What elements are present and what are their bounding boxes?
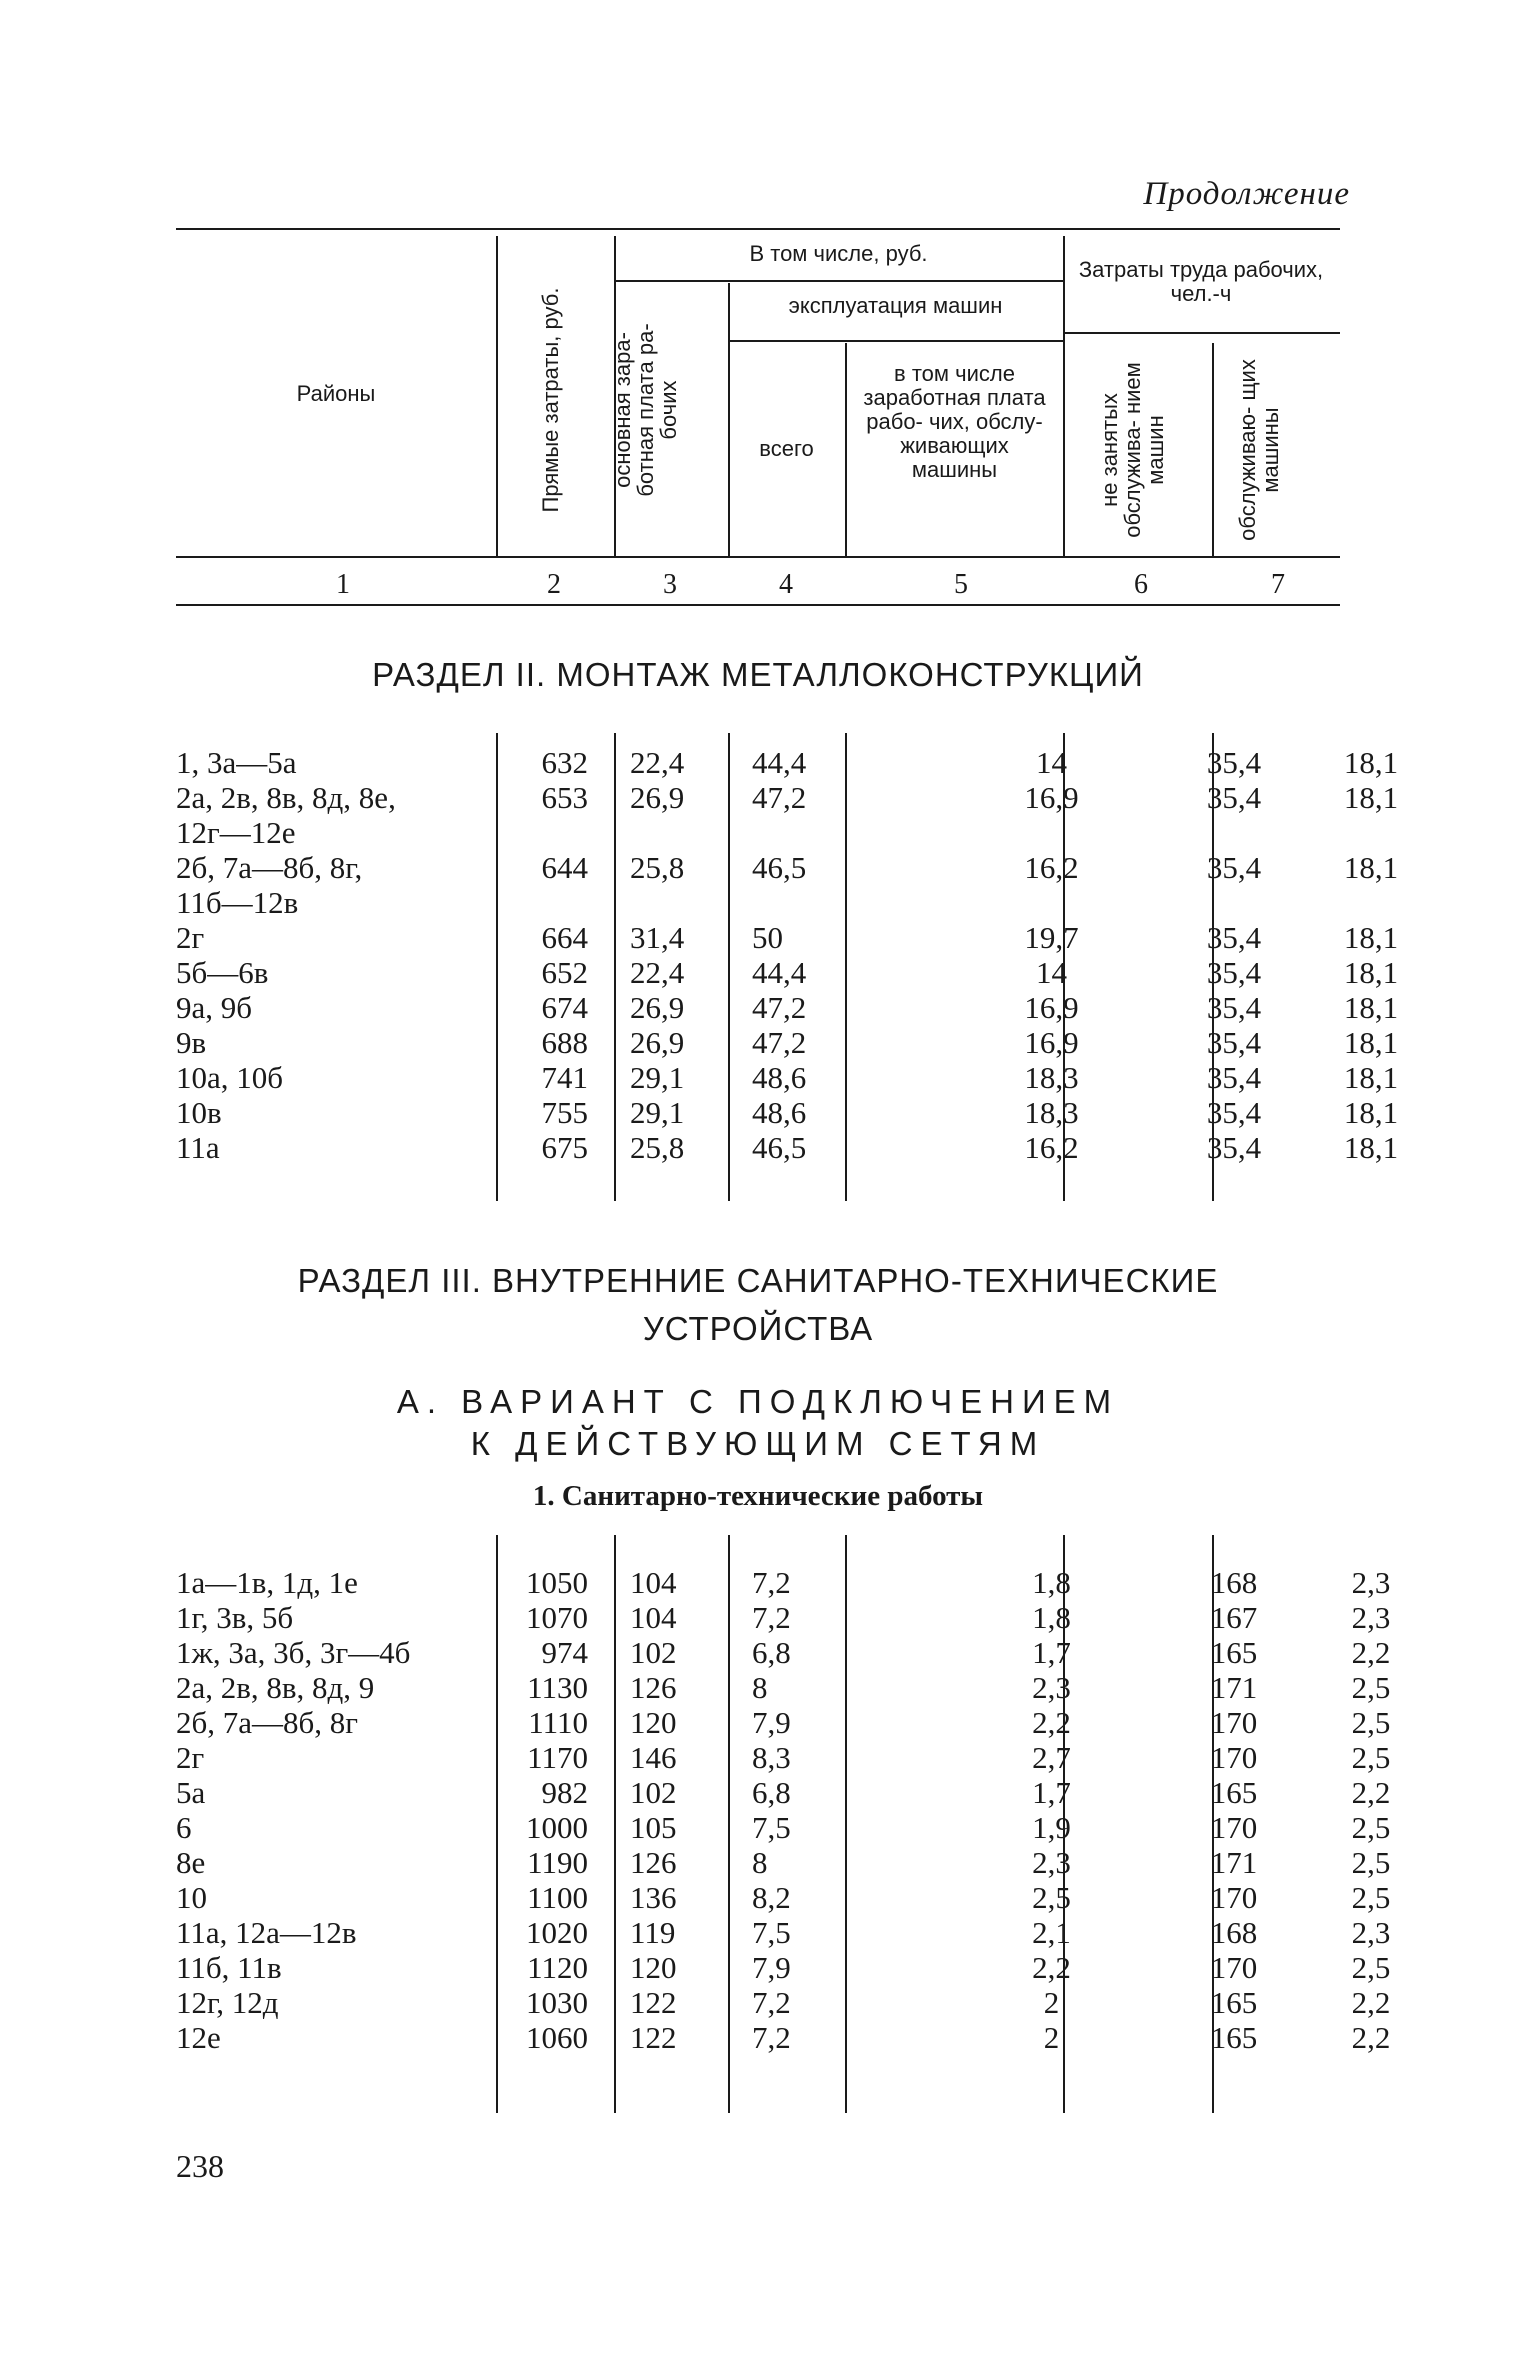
machine-total-cell: 50 [752,920,783,955]
header-group-machine: эксплуатация машин [788,293,1003,318]
labor-not-machine-cell: 35,4 [1206,1095,1262,1130]
labor-machine-cell: 2,5 [1351,1705,1391,1740]
region-cell: 1а—1в, 1д, 1е [176,1565,358,1600]
region-cell: 1г, 3в, 5б [176,1600,294,1635]
labor-machine-cell: 2,5 [1351,1845,1391,1880]
machine-wage-cell: 16,9 [1024,1025,1079,1060]
table-row [176,1740,1391,1775]
machine-wage-cell: 2,5 [1032,1880,1071,1915]
labor-machine-cell: 2,5 [1351,1740,1391,1775]
direct-cost-cell: 674 [541,990,588,1025]
labor-not-machine-cell: 35,4 [1206,920,1262,955]
column-number: 1 [336,569,350,600]
header-subrule [614,280,1063,282]
direct-cost-cell: 1020 [526,1915,588,1950]
column-number: 7 [1271,569,1285,600]
labor-not-machine-cell: 35,4 [1206,990,1262,1025]
machine-wage-cell: 1,7 [1032,1775,1071,1810]
header-machine-operators: обслуживаю- щих машины [1235,359,1283,541]
machine-total-cell: 8,3 [752,1740,791,1775]
labor-not-machine-cell: 170 [1210,1740,1258,1775]
header-top-rule [176,228,1340,230]
region-cell: 11б, 11в [176,1950,282,1985]
table-row [176,850,1399,885]
labor-not-machine-cell: 170 [1210,1880,1258,1915]
base-wage-cell: 104 [630,1565,677,1600]
machine-wage-cell: 16,2 [1024,850,1079,885]
header-group-cost: В том числе, руб. [749,241,928,266]
region-cell: 12г, 12д [176,1985,279,2020]
header-divider [728,283,730,556]
table-row [176,1670,1391,1705]
base-wage-cell: 146 [630,1740,677,1775]
machine-wage-cell: 18,3 [1024,1060,1079,1095]
table-row [176,1095,1399,1130]
machine-total-cell: 6,8 [752,1775,791,1810]
base-wage-cell: 22,4 [630,955,685,990]
continued-label: Продолжение [1143,176,1350,212]
region-cell: 6 [176,1810,192,1845]
machine-total-cell: 48,6 [752,1095,807,1130]
labor-machine-cell: 2,2 [1351,1775,1391,1810]
direct-cost-cell: 1070 [526,1600,588,1635]
base-wage-cell: 29,1 [630,1060,685,1095]
machine-wage-cell: 1,9 [1032,1810,1071,1845]
machine-total-cell: 47,2 [752,780,807,815]
machine-total-cell: 7,9 [752,1705,791,1740]
table-row [176,1565,1391,1600]
machine-total-cell: 47,2 [752,1025,807,1060]
table-row [176,2020,1391,2055]
machine-total-cell: 6,8 [752,1635,791,1670]
labor-machine-cell: 18,1 [1343,1095,1399,1130]
region-cell: 11а [176,1130,220,1165]
labor-not-machine-cell: 35,4 [1206,745,1262,780]
labor-machine-cell: 18,1 [1343,745,1399,780]
direct-cost-cell: 1000 [526,1810,588,1845]
base-wage-cell: 26,9 [630,990,685,1025]
column-number: 4 [779,569,793,600]
region-cell: 8е [176,1845,206,1880]
base-wage-cell: 126 [630,1670,677,1705]
labor-not-machine-cell: 170 [1210,1950,1258,1985]
machine-wage-cell: 18,3 [1024,1095,1079,1130]
region-cell: 1, 3а—5а [176,745,297,780]
base-wage-cell: 104 [630,1600,677,1635]
machine-wage-cell: 19,7 [1024,920,1079,955]
header-regions: Районы [296,381,376,406]
labor-not-machine-cell: 35,4 [1206,955,1262,990]
labor-not-machine-cell: 168 [1210,1565,1258,1600]
base-wage-cell: 22,4 [630,745,685,780]
labor-not-machine-cell: 35,4 [1206,1060,1262,1095]
direct-cost-cell: 755 [541,1095,588,1130]
machine-wage-cell: 2,2 [1032,1705,1071,1740]
labor-not-machine-cell: 35,4 [1206,780,1262,815]
machine-wage-cell: 16,9 [1024,780,1079,815]
base-wage-cell: 136 [630,1880,677,1915]
table-row [176,1705,1391,1740]
region-cell: 10в [176,1095,222,1130]
region-cell: 2а, 2в, 8в, 8д, 8е, [176,780,396,815]
direct-cost-cell: 1190 [527,1845,588,1880]
labor-machine-cell: 18,1 [1343,780,1399,815]
machine-total-cell: 48,6 [752,1060,807,1095]
table-row [176,1130,1399,1165]
labor-machine-cell: 2,3 [1351,1915,1391,1950]
machine-wage-cell: 2,3 [1032,1670,1071,1705]
machine-wage-cell: 16,2 [1024,1130,1079,1165]
labor-not-machine-cell: 35,4 [1206,1025,1262,1060]
column-number: 5 [954,569,968,600]
table-row-continuation [176,885,1340,920]
direct-cost-cell: 1130 [527,1670,588,1705]
direct-cost-cell: 1100 [527,1880,588,1915]
region-cell: 9а, 9б [176,990,253,1025]
direct-cost-cell: 644 [541,850,588,885]
table-row [176,1635,1391,1670]
base-wage-cell: 122 [630,1985,677,2020]
base-wage-cell: 29,1 [630,1095,685,1130]
table-row-continuation [176,815,1340,850]
labor-machine-cell: 18,1 [1343,1060,1399,1095]
section-2-title: РАЗДЕЛ II. МОНТАЖ МЕТАЛЛОКОНСТРУКЦИЙ [372,656,1144,693]
direct-cost-cell: 974 [541,1635,588,1670]
table-row [176,955,1399,990]
column-number-row [176,565,1340,600]
region-cell: 9в [176,1025,207,1060]
table-row [176,1025,1399,1060]
header-base-wage: основная зара- ботная плата ра- бочих [610,323,681,497]
header-divider [496,236,498,556]
region-cell: 12е [176,2020,221,2055]
machine-wage-cell: 2,7 [1032,1740,1071,1775]
subsection-title: 1. Санитарно-технические работы [532,1480,984,1512]
base-wage-cell: 26,9 [630,780,685,815]
region-cell: 10 [176,1880,207,1915]
header-divider [1212,343,1214,556]
table-row [176,920,1399,955]
machine-total-cell: 44,4 [752,955,807,990]
labor-not-machine-cell: 167 [1210,1600,1258,1635]
base-wage-cell: 119 [630,1915,676,1950]
labor-not-machine-cell: 165 [1210,2020,1258,2055]
machine-wage-cell: 16,9 [1024,990,1079,1025]
machine-total-cell: 44,4 [752,745,807,780]
header-direct-costs: Прямые затраты, руб. [538,287,563,513]
labor-machine-cell: 18,1 [1343,850,1399,885]
base-wage-cell: 31,4 [630,920,685,955]
table-row [176,1845,1391,1880]
direct-cost-cell: 632 [541,745,588,780]
labor-machine-cell: 18,1 [1343,955,1399,990]
labor-not-machine-cell: 171 [1210,1670,1258,1705]
machine-wage-cell: 2,3 [1032,1845,1071,1880]
base-wage-cell: 120 [630,1950,677,1985]
machine-total-cell: 47,2 [752,990,807,1025]
labor-machine-cell: 2,3 [1351,1565,1391,1600]
labor-machine-cell: 2,2 [1351,1985,1391,2020]
region-cell: 5б—6в [176,955,269,990]
direct-cost-cell: 688 [541,1025,588,1060]
header-subrule [1063,332,1340,334]
machine-wage-cell: 14 [1036,955,1067,990]
direct-cost-cell: 982 [541,1775,588,1810]
variant-title: А. ВАРИАНТ С ПОДКЛЮЧЕНИЕМ [396,1383,1120,1420]
direct-cost-cell: 1120 [527,1950,588,1985]
region-cell: 2б, 7а—8б, 8г, [176,850,363,885]
table-row [176,1775,1391,1810]
machine-total-cell: 7,2 [752,2020,791,2055]
direct-cost-cell: 1170 [527,1740,588,1775]
machine-wage-cell: 1,8 [1032,1565,1071,1600]
table-row [176,780,1399,815]
table-row [176,1060,1399,1095]
table-row [176,745,1399,780]
machine-total-cell: 7,5 [752,1915,791,1950]
region-cell: 2б, 7а—8б, 8г [176,1705,359,1740]
region-cell: 2а, 2в, 8в, 8д, 9 [176,1670,375,1705]
direct-cost-cell: 653 [541,780,588,815]
labor-machine-cell: 2,2 [1351,1635,1391,1670]
column-number: 2 [547,569,561,600]
base-wage-cell: 25,8 [630,850,685,885]
machine-total-cell: 7,5 [752,1810,791,1845]
direct-cost-cell: 741 [541,1060,588,1095]
machine-total-cell: 46,5 [752,1130,807,1165]
header-machine-wage: в том числе заработная плата рабо- чих, обслу- живающих машины [863,361,1046,482]
table-row [176,1950,1391,1985]
machine-wage-cell: 1,8 [1032,1600,1071,1635]
page-number: 238 [176,2148,224,2184]
region-cell: 12г—12е [176,815,296,850]
base-wage-cell: 26,9 [630,1025,685,1060]
labor-not-machine-cell: 35,4 [1206,850,1262,885]
machine-wage-cell: 2,2 [1032,1950,1071,1985]
region-cell: 1ж, 3а, 3б, 3г—4б [176,1635,411,1670]
header-not-machine: не занятых обслужива- нием машин [1097,362,1168,538]
header-bottom-rule [176,604,1340,606]
labor-machine-cell: 18,1 [1343,990,1399,1025]
labor-machine-cell: 2,2 [1351,2020,1391,2055]
labor-not-machine-cell: 35,4 [1206,1130,1262,1165]
labor-machine-cell: 18,1 [1343,1025,1399,1060]
variant-title-line2: К ДЕЙСТВУЮЩИМ СЕТЯМ [470,1425,1046,1462]
machine-total-cell: 8 [752,1670,768,1705]
machine-total-cell: 7,9 [752,1950,791,1985]
direct-cost-cell: 652 [541,955,588,990]
machine-total-cell: 7,2 [752,1565,791,1600]
table-row [176,1810,1391,1845]
base-wage-cell: 120 [630,1705,677,1740]
region-cell: 2г [176,1740,205,1775]
labor-machine-cell: 2,5 [1351,1670,1391,1705]
base-wage-cell: 122 [630,2020,677,2055]
labor-machine-cell: 18,1 [1343,1130,1399,1165]
machine-wage-cell: 2 [1043,1985,1060,2020]
section-3-title: РАЗДЕЛ III. ВНУТРЕННИЕ САНИТАРНО-ТЕХНИЧЕСКИЕ [297,1262,1219,1299]
base-wage-cell: 105 [630,1810,677,1845]
labor-not-machine-cell: 165 [1210,1775,1258,1810]
direct-cost-cell: 675 [541,1130,588,1165]
labor-not-machine-cell: 165 [1210,1985,1258,2020]
region-cell: 11б—12в [176,885,299,920]
labor-not-machine-cell: 170 [1210,1810,1258,1845]
direct-cost-cell: 1060 [526,2020,588,2055]
labor-not-machine-cell: 171 [1210,1845,1258,1880]
labor-machine-cell: 18,1 [1343,920,1399,955]
column-number: 3 [663,569,677,600]
machine-wage-cell: 14 [1036,745,1067,780]
base-wage-cell: 126 [630,1845,677,1880]
labor-not-machine-cell: 168 [1210,1915,1258,1950]
machine-total-cell: 8,2 [752,1880,791,1915]
section-3-title-line2: УСТРОЙСТВА [642,1310,874,1347]
labor-machine-cell: 2,3 [1351,1600,1391,1635]
table-row [176,1915,1391,1950]
region-cell: 10а, 10б [176,1060,284,1095]
labor-not-machine-cell: 165 [1210,1635,1258,1670]
labor-machine-cell: 2,5 [1351,1880,1391,1915]
machine-total-cell: 7,2 [752,1985,791,2020]
base-wage-cell: 25,8 [630,1130,685,1165]
header-divider [845,343,847,556]
machine-total-cell: 46,5 [752,850,807,885]
machine-wage-cell: 2 [1043,2020,1060,2055]
header-group-labor: Затраты труда рабочих, чел.-ч [1078,257,1324,306]
direct-cost-cell: 1030 [526,1985,588,2020]
table-row [176,1880,1391,1915]
direct-cost-cell: 664 [541,920,588,955]
region-cell: 5а [176,1775,206,1810]
machine-total-cell: 7,2 [752,1600,791,1635]
machine-wage-cell: 2,1 [1032,1915,1071,1950]
region-cell: 11а, 12а—12в [176,1915,357,1950]
labor-machine-cell: 2,5 [1351,1950,1391,1985]
base-wage-cell: 102 [630,1635,677,1670]
machine-total-cell: 8 [752,1845,768,1880]
table-row [176,1985,1391,2020]
header-subrule [728,340,1063,342]
labor-not-machine-cell: 170 [1210,1705,1258,1740]
header-divider [1063,236,1065,556]
base-wage-cell: 102 [630,1775,677,1810]
table-row [176,1600,1391,1635]
labor-machine-cell: 2,5 [1351,1810,1391,1845]
column-number: 6 [1134,569,1148,600]
direct-cost-cell: 1110 [528,1705,588,1740]
header-total: всего [759,436,814,461]
machine-wage-cell: 1,7 [1032,1635,1071,1670]
direct-cost-cell: 1050 [526,1565,588,1600]
table-row [176,990,1399,1025]
region-cell: 2г [176,920,205,955]
